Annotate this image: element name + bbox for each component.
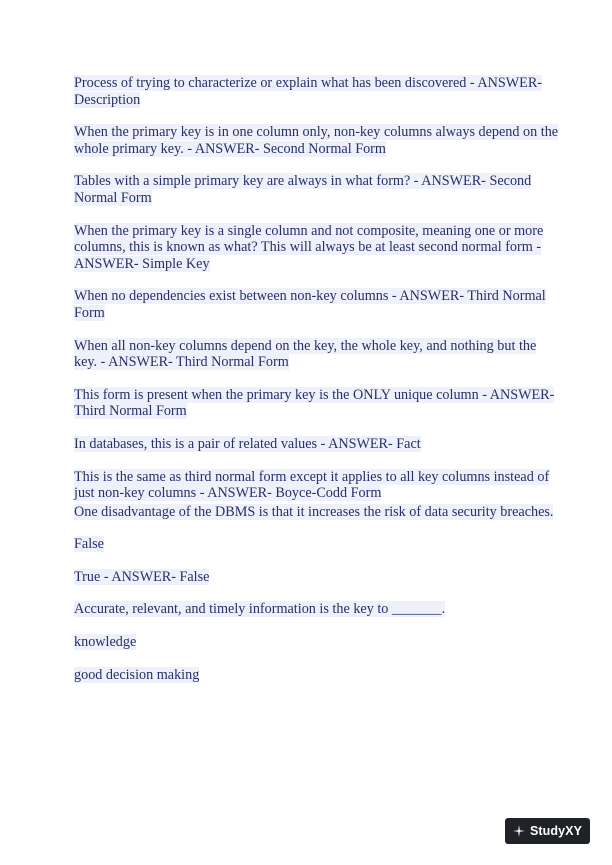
qa-paragraph [74,536,560,553]
qa-paragraph [74,634,560,651]
qa-paragraph [74,75,560,108]
qa-paragraph [74,338,560,371]
paragraph-text: When all non-key columns depend on the key, the whole key, and nothing but the key. - ANSWER- Third Normal Form [74,337,537,371]
plus-sparkle-icon [513,825,525,837]
paragraph-text: This is the same as third normal form except it applies to all key columns instead of just non-key columns - ANSWER- Boyce-Codd Form [74,468,550,502]
paragraph-text: This form is present when the primary key is the ONLY unique column - ANSWER- Third Normal Form [74,386,555,420]
paragraph-text: When the primary key is a single column and not composite, meaning one or more columns, this is known as what? This will always be at least second normal form - ANSWER- Simple Key [74,222,544,272]
paragraph-text: One disadvantage of the DBMS is that it increases the risk of data security breaches. [74,503,554,520]
qa-paragraph [74,667,560,684]
document-content [74,75,560,683]
qa-paragraph [74,569,560,586]
qa-paragraph [74,124,560,157]
qa-paragraph [74,173,560,206]
qa-paragraph [74,469,560,502]
paragraph-text: True - ANSWER- False [74,568,210,585]
paragraph-text: When no dependencies exist between non-key columns - ANSWER- Third Normal Form [74,288,546,321]
paragraph-text: False [74,536,104,553]
qa-paragraph [74,223,560,273]
paragraph-text: Accurate, relevant, and timely information is the key to _______. [74,601,446,618]
paragraph-text: When the primary key is in one column only, non-key columns always depend on the whole primary key. - ANSWER- Second Normal Form [74,124,559,157]
qa-paragraph [74,504,560,521]
paragraph-text: Process of trying to characterize or explain what has been discovered - ANSWER- Description [74,75,543,108]
studyxy-logo-badge[interactable] [505,818,590,844]
qa-paragraph [74,601,560,618]
qa-paragraph [74,288,560,321]
qa-paragraph [74,387,560,420]
paragraph-text: In databases, this is a pair of related values - ANSWER- Fact [74,435,421,452]
paragraph-text: knowledge [74,634,137,651]
brand-name: StudyXY [529,824,583,838]
paragraph-text: good decision making [74,666,200,683]
qa-paragraph [74,436,560,453]
paragraph-text: Tables with a simple primary key are always in what form? - ANSWER- Second Normal Form [74,173,532,206]
